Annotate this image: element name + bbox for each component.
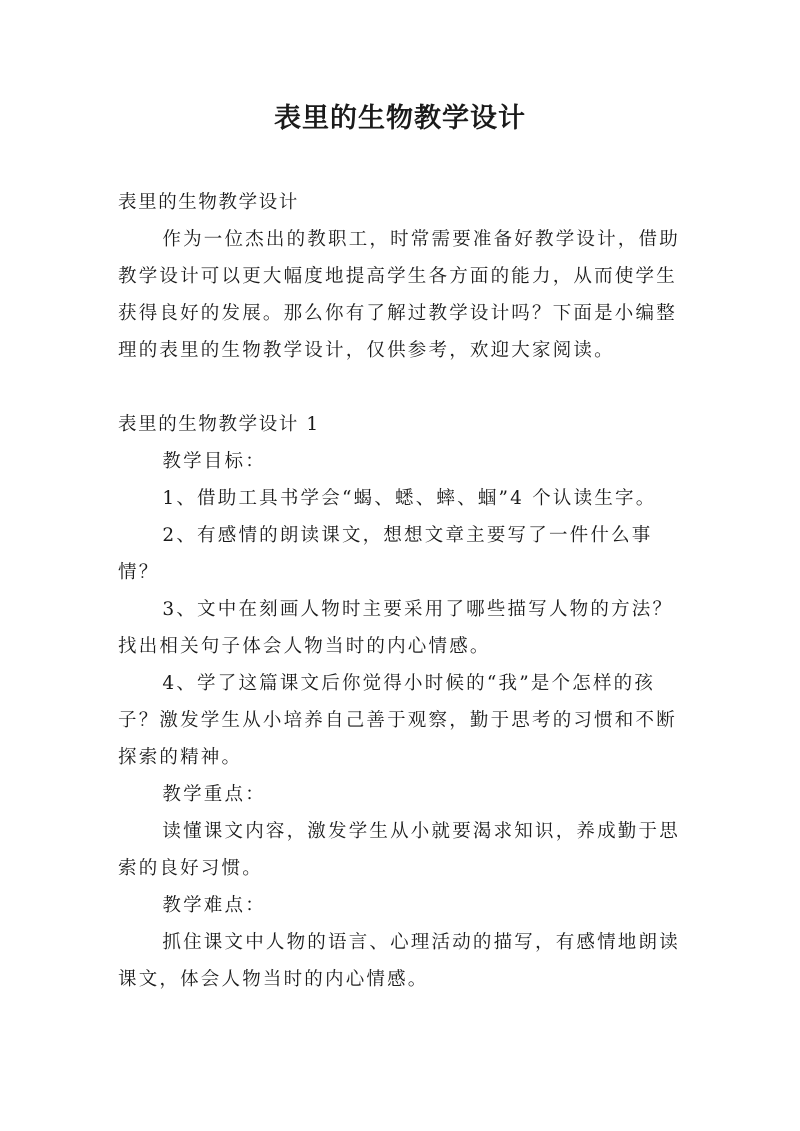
key-points-label: 教学重点： — [162, 784, 266, 805]
document-body — [118, 184, 690, 998]
subtitle-line: 表里的生物教学设计 — [118, 192, 299, 213]
intro-paragraph: 作为一位杰出的教职工，时常需要准备好教学设计，借助教学设计可以更大幅度地提高学生各方面的能力，从而使学生获得良好的发展。那么你有了解过教学设计吗？下面是小编整理的表里的生物教学设计，仅供参考，欢迎大家阅读。 — [118, 229, 680, 361]
key-points-text: 读懂课文内容，激发学生从小就要渴求知识，养成勤于思索的良好习惯。 — [118, 821, 680, 879]
goal-item-2: 2、有感情的朗读课文，想想文章主要写了一件什么事情？ — [118, 525, 653, 583]
section-heading: 表里的生物教学设计 1 — [118, 414, 320, 435]
goals-label: 教学目标： — [162, 451, 266, 472]
difficulty-text: 抓住课文中人物的语言、心理活动的描写，有感情地朗读课文，体会人物当时的内心情感。 — [118, 932, 680, 990]
document-title: 表里的生物教学设计 — [274, 103, 526, 134]
goal-item-3: 3、文中在刻画人物时主要采用了哪些描写人物的方法？找出相关句子体会人物当时的内心情感。 — [118, 599, 674, 657]
difficulty-label: 教学难点： — [162, 895, 266, 916]
goal-item-1: 1、借助工具书学会“蝎、蟋、蟀、蝈”4 个认读生字。 — [162, 488, 657, 509]
paragraph-gap — [118, 369, 690, 406]
goal-item-4: 4、学了这篇课文后你觉得小时候的“我”是个怎样的孩子？激发学生从小培养自己善于观察，勤于思考的习惯和不断探索的精神。 — [118, 673, 677, 768]
